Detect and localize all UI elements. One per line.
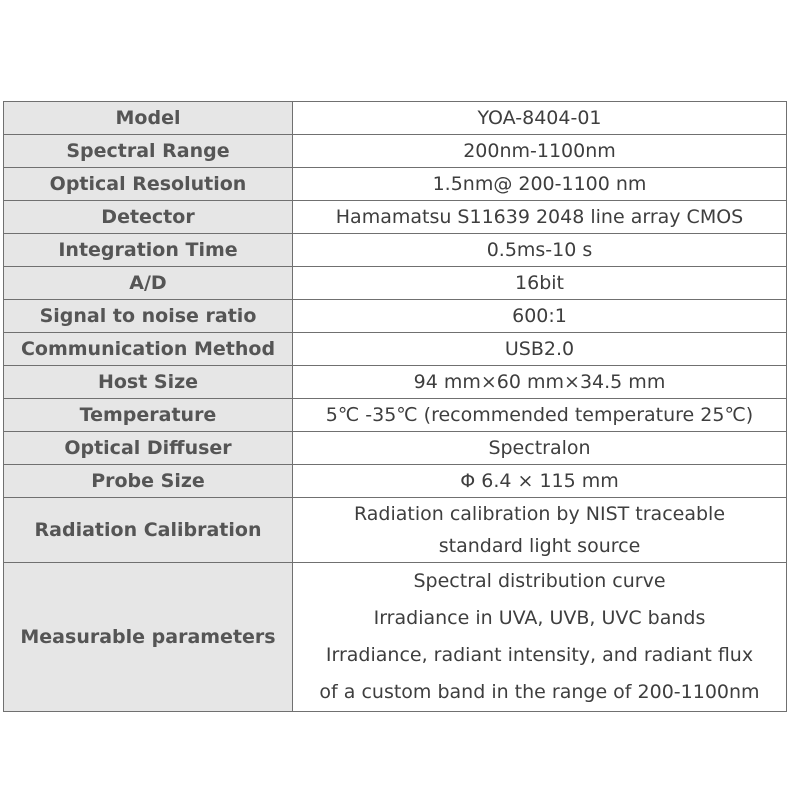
row-label: Host Size	[4, 366, 293, 399]
value-line: 1.5nm@ 200-1100 nm	[432, 173, 647, 195]
value-line: 94 mm×60 mm×34.5 mm	[413, 371, 666, 393]
table-row-host-size	[4, 366, 787, 399]
row-label: Communication Method	[4, 333, 293, 366]
table-row-detector	[4, 201, 787, 234]
row-value	[293, 333, 787, 366]
value-line: Irradiance, radiant intensity, and radiant flux	[325, 644, 754, 666]
row-value	[293, 399, 787, 432]
value-line: Irradiance in UVA, UVB, UVC bands	[373, 607, 706, 629]
row-label: Spectral Range	[4, 135, 293, 168]
value-line: 16bit	[515, 272, 564, 294]
row-label: Optical Resolution	[4, 168, 293, 201]
value-line: Spectralon	[488, 437, 591, 459]
value-line: 0.5ms-10 s	[486, 239, 593, 261]
row-value	[293, 234, 787, 267]
row-label: Temperature	[4, 399, 293, 432]
row-label: Signal to noise ratio	[4, 300, 293, 333]
row-value	[293, 267, 787, 300]
value-line: standard light source	[438, 535, 641, 557]
row-value	[293, 465, 787, 498]
value-line: Radiation calibration by NIST traceable	[353, 503, 726, 525]
table-row-probe-size	[4, 465, 787, 498]
row-label: Optical Diffuser	[4, 432, 293, 465]
table-row-radiation-calibration	[4, 498, 787, 563]
table-row-optical-diffuser	[4, 432, 787, 465]
row-label: Radiation Calibration	[4, 498, 293, 563]
value-line: 5℃ -35℃ (recommended temperature 25℃)	[325, 404, 754, 426]
row-value	[293, 201, 787, 234]
table-row-spectral-range	[4, 135, 787, 168]
value-line: Spectral distribution curve	[413, 570, 666, 592]
spec-table	[3, 101, 787, 712]
value-line: 600:1	[512, 305, 567, 327]
row-value	[293, 366, 787, 399]
row-value	[293, 168, 787, 201]
value-line: YOA-8404-01	[477, 107, 602, 129]
row-label: Detector	[4, 201, 293, 234]
table-row-model	[4, 102, 787, 135]
value-line: of a custom band in the range of 200-1100nm	[319, 681, 760, 703]
table-row-integration-time	[4, 234, 787, 267]
value-line: 200nm-1100nm	[463, 140, 616, 162]
row-value	[293, 135, 787, 168]
table-row-communication-method	[4, 333, 787, 366]
value-line: USB2.0	[504, 338, 575, 360]
row-label: Measurable parameters	[4, 563, 293, 712]
row-value	[293, 563, 787, 712]
table-row-temperature	[4, 399, 787, 432]
row-label: A/D	[4, 267, 293, 300]
table-row-optical-resolution	[4, 168, 787, 201]
value-line: Φ 6.4 × 115 mm	[460, 470, 619, 492]
table-row-measurable-parameters	[4, 563, 787, 712]
row-value	[293, 300, 787, 333]
value-line: Hamamatsu S11639 2048 line array CMOS	[335, 206, 744, 228]
table-row-ad	[4, 267, 787, 300]
row-value	[293, 432, 787, 465]
row-value	[293, 102, 787, 135]
row-label: Integration Time	[4, 234, 293, 267]
table-row-signal-to-noise	[4, 300, 787, 333]
row-value	[293, 498, 787, 563]
row-label: Model	[4, 102, 293, 135]
row-label: Probe Size	[4, 465, 293, 498]
